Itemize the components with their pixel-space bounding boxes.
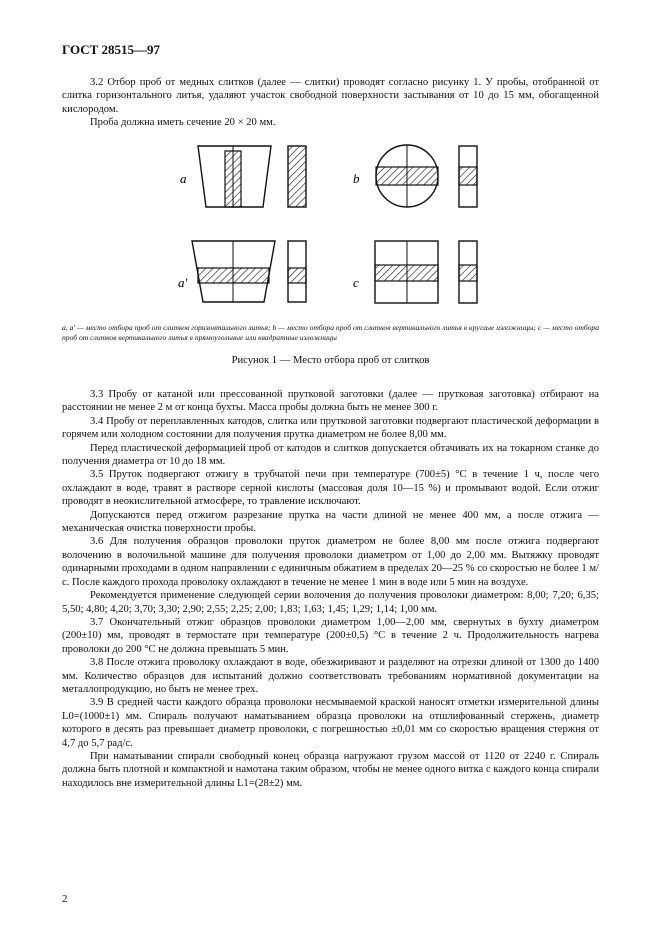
diagram-b: [353, 145, 477, 207]
paragraph-3-4: 3.4 Пробу от переплавленных катодов, слитка или прутковой заготовки подвергают пластической деформации в горячем или холодном состоянии для получения прутка диаметром не более 8,00 мм.: [62, 415, 599, 441]
paragraph-3-9: 3.9 В средней части каждого образца проволоки несмываемой краской наносят отметки измерительной длины L0=(1000±1) мм. Спираль получают наматыванием образца проволоки на отшлифованный стержень, диаметр которого в десять раз превышает диаметр проволоки, с погрешностью ±0,01 мм со скоростью вращения стержня от 4,7 до 5,7 рад/с.: [62, 697, 599, 749]
label-b: b: [353, 171, 360, 186]
paragraph-3-5b: Допускаются перед отжигом разрезание прутка на части длиной не менее 400 мм, а после отжига — механическая очистка поверхности пробы.: [62, 509, 599, 535]
paragraph-3-2: 3.2 Отбор проб от медных слитков (далее — слитки) проводят согласно рисунку 1. У пробы, отобранной от слитка горизонтального литья, удаляют участок свободной поверхности застывания от 10 до 15 мм, обогащенной кислородом.: [62, 77, 599, 115]
intro-text: [62, 76, 599, 130]
paragraph-3-8: 3.8 После отжига проволоку охлаждают в воде, обезжиривают и разделяют на отрезки длиной от 1300 до 1400 мм. Количество образцов для испытаний должно соответствовать требованиям нормативной документации на металлопродукцию, но быть не менее трех.: [62, 657, 599, 695]
paragraph-3-3: 3.3 Пробу от катаной или прессованной прутковой заготовки (далее — прутковая заготовка) отбирают на расстоянии не менее 2 м от конца бухты. Масса пробы должна быть не менее 300 г.: [62, 389, 599, 414]
diagram-a-prime: [178, 241, 306, 302]
paragraph-3-7: 3.7 Окончательный отжиг образцов проволоки диаметром 1,00—2,00 мм, свернутых в бухту диаметром (200±10) мм, проводят в термостате при температуре (200±0,5) °С в течение 2 ч. Продолжительность нагрева проволоки до 200 °С не должна превышать 5 мин.: [62, 616, 599, 655]
figure-1: [0, 135, 661, 315]
body-text: [62, 388, 599, 790]
paragraph-3-5: 3.5 Пруток подвергают отжигу в трубчатой печи при температуре (700±5) °С в течение 1 ч, после чего охлаждают в воде, травят в растворе серной кислоты (массовая доля 10—15 %) и промывают водой. Если отжиг проводят в неокислительной атмосфере, то травление исключают.: [62, 469, 599, 508]
document-header: ГОСТ 28515—97: [62, 42, 161, 57]
diagram-a: [180, 146, 306, 207]
label-c: c: [353, 275, 359, 290]
figure-title: Рисунок 1 — Место отбора проб от слитков: [231, 355, 430, 366]
figure-caption: a, a' — место отбора проб от слитков горизонтального литья; b — место отбора проб от слитков вертикального литья в круглые изложницы; c — место отбора проб от слитков вертикального литья в прямоугольные или квадратные изложницы: [62, 323, 599, 342]
label-a-prime: a': [178, 275, 188, 290]
label-a: a: [180, 171, 187, 186]
diagram-c: [353, 241, 477, 303]
page-number: 2: [62, 893, 68, 905]
paragraph-3-4b: Перед пластической деформацией проб от катодов и слитков допускается обтачивать их на токарном станке до получения диаметра от 10 до 18 мм.: [62, 442, 599, 468]
paragraph-section-size: Проба должна иметь сечение 20 × 20 мм.: [90, 117, 276, 129]
paragraph-3-9b: При наматывании спирали свободный конец образца нагружают грузом массой от 1120 от 2240 г. Спираль должна быть плотной и компактной и намотана таким образом, чтобы не менее одного витка с каждого конца спирали находилось вне измерительной длины L1=(28±2) мм.: [62, 750, 599, 789]
paragraph-3-6: 3.6 Для получения образцов проволоки пруток диаметром не более 8,00 мм после отжига подвергают волочению в волочильной машине для получения проволоки диаметром от 1,00 до 2,00 мм. Вытяжку проводят одинарными проходами в одном направлении с единичным обжатием в пределах 20—25 % со скоростью не более 1 м/с. После каждого прохода проволоку охлаждают в течение не менее 1 мин в воде или 5 мин на воздухе.: [62, 536, 599, 588]
paragraph-3-6b: Рекомендуется применение следующей серии волочения до получения проволоки диаметром: 8,00; 7,20; 6,35; 5,50; 4,80; 4,20; 3,70; 3,30; 2,90; 2,55; 2,25; 2,00; 1,83; 1,63; 1,45; 1,29; 1,14; 1,00 мм.: [62, 590, 599, 615]
